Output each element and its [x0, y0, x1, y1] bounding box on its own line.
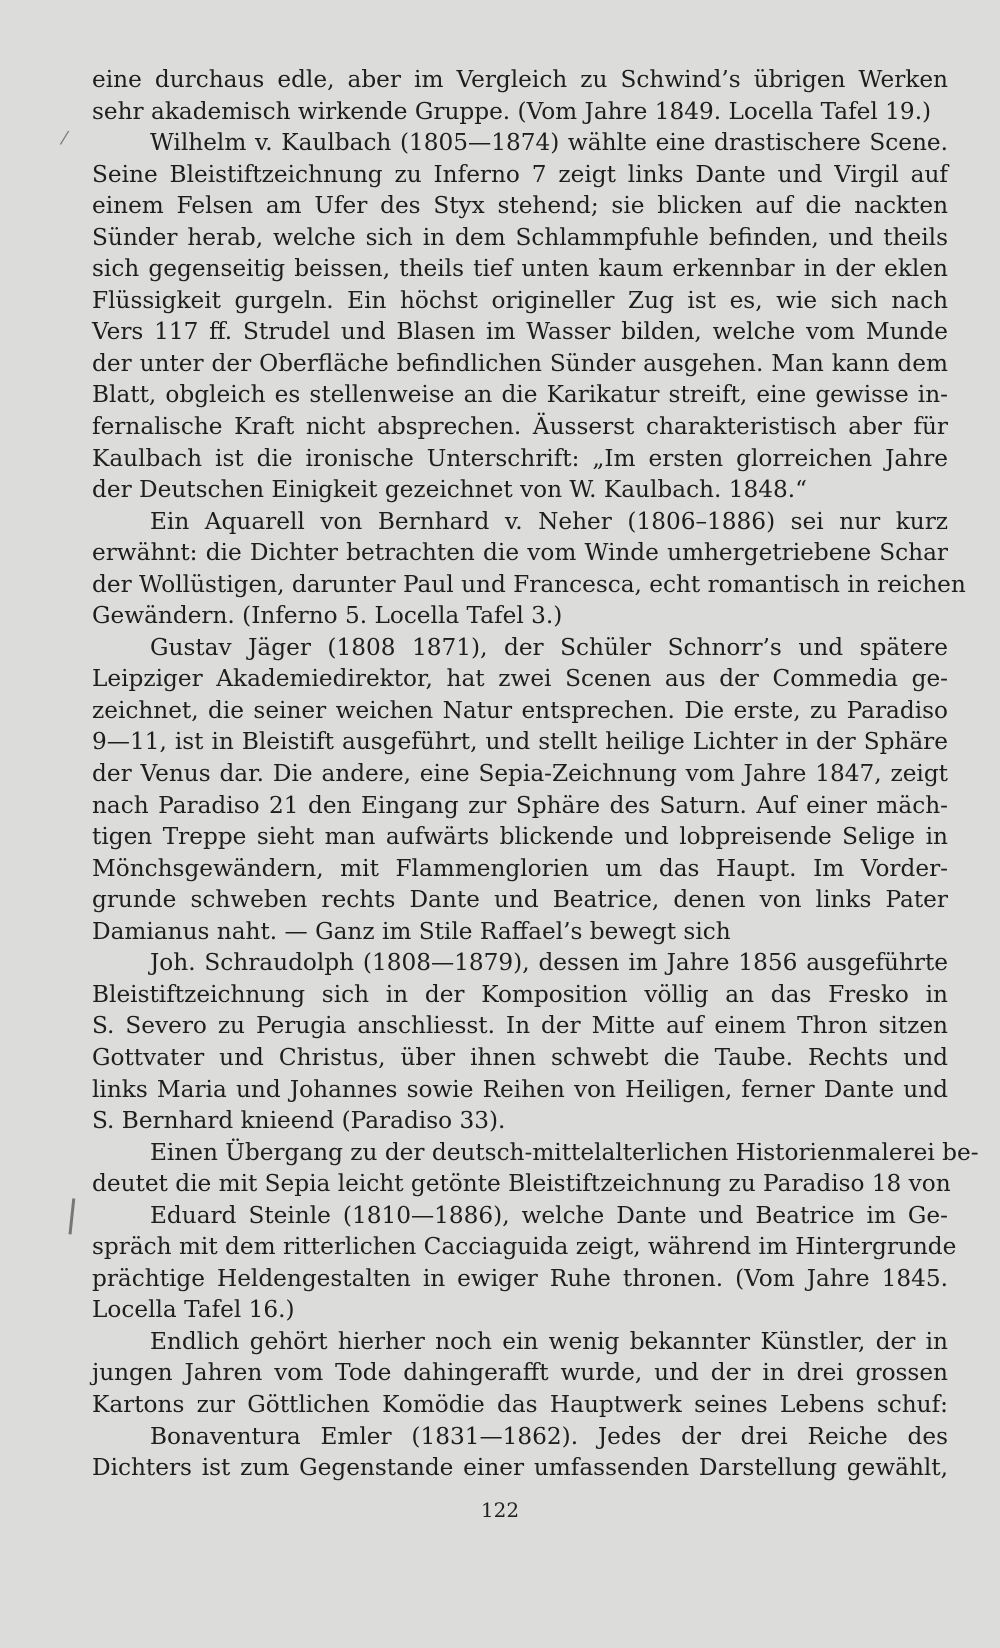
text-line: Wilhelm v. Kaulbach (1805—1874) wählte eine drastischere Scene. [150, 129, 948, 157]
text-line: S. Bernhard knieend (Paradiso 33). [92, 1107, 506, 1135]
text-line: eine durchaus edle, aber im Vergleich zu Schwind’s übrigen Werken [92, 66, 948, 93]
text-line: Gottvater und Christus, über ihnen schwebt die Taube. Rechts und [92, 1043, 948, 1071]
text-line: Dichters ist zum Gegenstande einer umfassenden Darstellung gewählt, [92, 1454, 948, 1482]
text-line: Bonaventura Emler (1831—1862). Jedes der drei Reiche des [150, 1422, 948, 1450]
text-line: Bleistiftzeichnung sich in der Komposition völlig an das Fresko in [92, 980, 948, 1008]
text-line: Endlich gehört hierher noch ein wenig bekannter Künstler, der in [150, 1327, 948, 1355]
text-line: zeichnet, die seiner weichen Natur entsprechen. Die erste, zu Paradiso [92, 696, 948, 724]
text-line: links Maria und Johannes sowie Reihen von Heiligen, ferner Dante und [92, 1075, 948, 1103]
text-line: der Venus dar. Die andere, eine Sepia-Zeichnung vom Jahre 1847, zeigt [92, 760, 948, 788]
text-line: jungen Jahren vom Tode dahingerafft wurde, und der in drei grossen [92, 1359, 948, 1387]
text-line: Seine Bleistiftzeichnung zu Inferno 7 zeigt links Dante und Virgil auf [92, 160, 948, 188]
text-line: der unter der Oberfläche befindlichen Sünder ausgehen. Man kann dem [92, 349, 948, 377]
text-line: grunde schweben rechts Dante und Beatrice, denen von links Pater [92, 886, 948, 914]
text-line: Blatt, obgleich es stellenweise an die Karikatur streift, eine gewisse in- [92, 381, 948, 409]
text-line: Kaulbach ist die ironische Unterschrift: „Im ersten glorreichen Jahre [92, 444, 948, 472]
text-line: Damianus naht. — Ganz im Stile Raffael’s bewegt sich [92, 917, 731, 945]
pencil-stroke-icon: | [63, 1193, 81, 1236]
body-text [92, 64, 979, 1484]
text-line: tigen Treppe sieht man aufwärts blickende und lobpreisende Selige in [92, 823, 948, 851]
text-line: sich gegenseitig beissen, theils tief unten kaum erkennbar in der eklen [92, 255, 948, 283]
text-line: Eduard Steinle (1810—1886), welche Dante und Beatrice im Ge- [150, 1201, 948, 1229]
text-line: 9—11, ist in Bleistift ausgeführt, und stellt heilige Lichter in der Sphäre [92, 728, 948, 756]
text-line: S. Severo zu Perugia anschliesst. In der Mitte auf einem Thron sitzen [92, 1012, 948, 1040]
text-line: Ein Aquarell von Bernhard v. Neher (1806–1886) sei nur kurz [150, 507, 948, 535]
pencil-mark-icon: ⁄ [63, 128, 67, 149]
text-line: Locella Tafel 16.) [92, 1296, 295, 1324]
text-line: Leipziger Akademiedirektor, hat zwei Scenen aus der Commedia ge- [92, 665, 948, 693]
page-number: 122 [480, 1498, 520, 1522]
text-line: der Deutschen Einigkeit gezeichnet von W. Kaulbach. 1848.“ [92, 476, 807, 504]
text-line: nach Paradiso 21 den Eingang zur Sphäre des Saturn. Auf einer mäch- [92, 791, 948, 819]
text-line: Kartons zur Göttlichen Komödie das Hauptwerk seines Lebens schuf: [92, 1390, 948, 1418]
text-line: Vers 117 ff. Strudel und Blasen im Wasser bilden, welche vom Munde [92, 318, 948, 346]
text-line: einem Felsen am Ufer des Styx stehend; sie blicken auf die nackten [92, 192, 948, 220]
text-line: Mönchsgewändern, mit Flammenglorien um das Haupt. Im Vorder- [92, 854, 948, 882]
text-line: sehr akademisch wirkende Gruppe. (Vom Jahre 1849. Locella Tafel 19.) [92, 97, 932, 125]
text-line: erwähnt: die Dichter betrachten die vom Winde umhergetriebene Schar [92, 539, 948, 567]
text-line: spräch mit dem ritterlichen Cacciaguida zeigt, während im Hintergrunde [92, 1233, 957, 1261]
text-line: Joh. Schraudolph (1808—1879), dessen im Jahre 1856 ausgeführte [150, 949, 948, 977]
text-line: Einen Übergang zu der deutsch-mittelalterlichen Historienmalerei be- [150, 1138, 979, 1166]
text-line: fernalische Kraft nicht absprechen. Äusserst charakteristisch aber für [92, 413, 948, 441]
text-line: Gewändern. (Inferno 5. Locella Tafel 3.) [92, 602, 563, 630]
text-line: Sünder herab, welche sich in dem Schlammpfuhle befinden, und theils [92, 223, 948, 251]
text-line: Gustav Jäger (1808 1871), der Schüler Schnorr’s und spätere [150, 633, 948, 661]
text-line: der Wollüstigen, darunter Paul und Francesca, echt romantisch in reichen [92, 570, 966, 598]
text-line: Flüssigkeit gurgeln. Ein höchst origineller Zug ist es, wie sich nach [92, 286, 948, 314]
text-line: deutet die mit Sepia leicht getönte Bleistiftzeichnung zu Paradiso 18 von [92, 1170, 951, 1198]
text-line: prächtige Heldengestalten in ewiger Ruhe thronen. (Vom Jahre 1845. [92, 1264, 948, 1292]
